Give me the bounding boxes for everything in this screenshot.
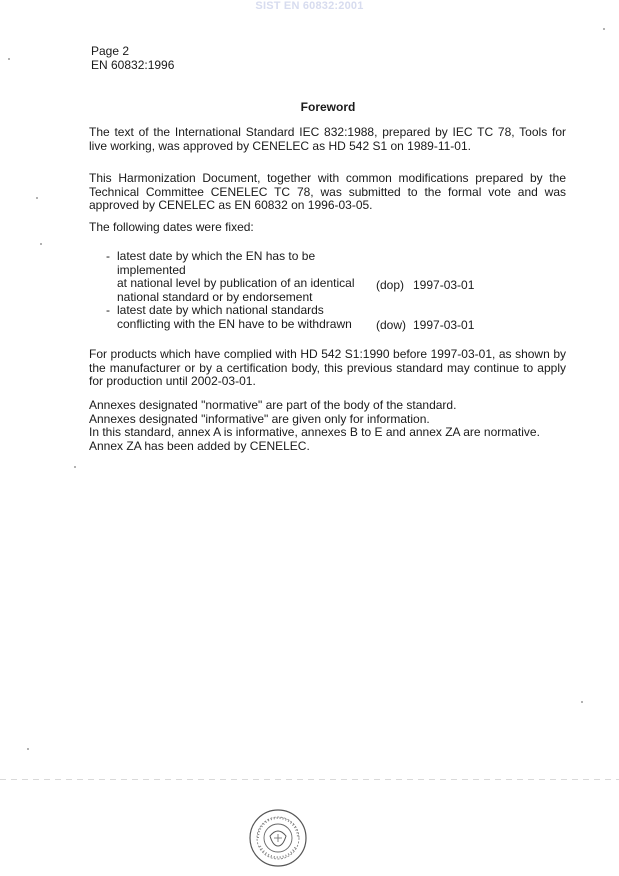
foreword-paragraph-3: For products which have complied with HD 542 S1:1990 before 1997-03-01, as shown by the manufacturer or by a certification body, this previous standard may continue to apply for production until 2002-03-01. bbox=[89, 347, 566, 388]
annex-line: Annexes designated "informative" are given only for information. bbox=[89, 411, 430, 426]
foreword-paragraph-1: The text of the International Standard IEC 832:1988, prepared by IEC TC 78, Tools for live working, was approved by CENELEC as HD 542 S1 on 1989-11-01. bbox=[89, 125, 566, 153]
scan-speck bbox=[36, 197, 38, 199]
date-value: 1997-03-01 bbox=[413, 278, 475, 292]
date-item-line: conflicting with the EN have to be withdrawn bbox=[117, 316, 352, 331]
date-item-line: national standard or by endorsement bbox=[117, 289, 313, 304]
annex-line: In this standard, annex A is informative, annexes B to E and annex ZA are normative. bbox=[89, 425, 540, 439]
dates-intro: The following dates were fixed: bbox=[89, 220, 254, 234]
scan-speck bbox=[8, 58, 10, 60]
date-abbreviation: (dop) bbox=[376, 278, 405, 292]
foreword-title: Foreword bbox=[300, 100, 356, 114]
annex-line: Annex ZA has been added by CENELEC. bbox=[89, 438, 310, 453]
list-dash: - bbox=[106, 303, 110, 317]
date-item-line: latest date by which the EN has to be implemented bbox=[117, 249, 316, 277]
annex-line: Annexes designated "normative" are part of the body of the standard. bbox=[89, 398, 457, 412]
scan-speck bbox=[40, 243, 42, 245]
date-abbreviation: (dow) bbox=[376, 318, 407, 332]
scan-speck bbox=[27, 748, 29, 750]
scan-artifact-line bbox=[0, 779, 619, 780]
round-seal-stamp-icon bbox=[248, 808, 308, 868]
date-item-text bbox=[117, 250, 377, 304]
standard-number: EN 60832:1996 bbox=[91, 58, 175, 72]
annex-block bbox=[89, 399, 566, 453]
scan-speck bbox=[74, 466, 76, 468]
date-item-text bbox=[117, 304, 377, 331]
scan-speck bbox=[603, 28, 605, 30]
list-dash: - bbox=[106, 249, 110, 263]
date-item-line: latest date by which national standards bbox=[117, 303, 324, 317]
page-number: Page 2 bbox=[91, 44, 130, 58]
page-header bbox=[91, 44, 174, 72]
date-item-line: at national level by publication of an identical bbox=[117, 276, 355, 290]
foreword-paragraph-2: This Harmonization Document, together with common modifications prepared by the Technical Committee CENELEC TC 78, was submitted to the formal vote and was approved by CENELEC as EN 60832 on 1996-03-05. bbox=[89, 171, 566, 212]
scan-speck bbox=[581, 701, 583, 703]
watermark: SIST EN 60832:2001 bbox=[255, 0, 364, 12]
date-value: 1997-03-01 bbox=[413, 318, 475, 332]
